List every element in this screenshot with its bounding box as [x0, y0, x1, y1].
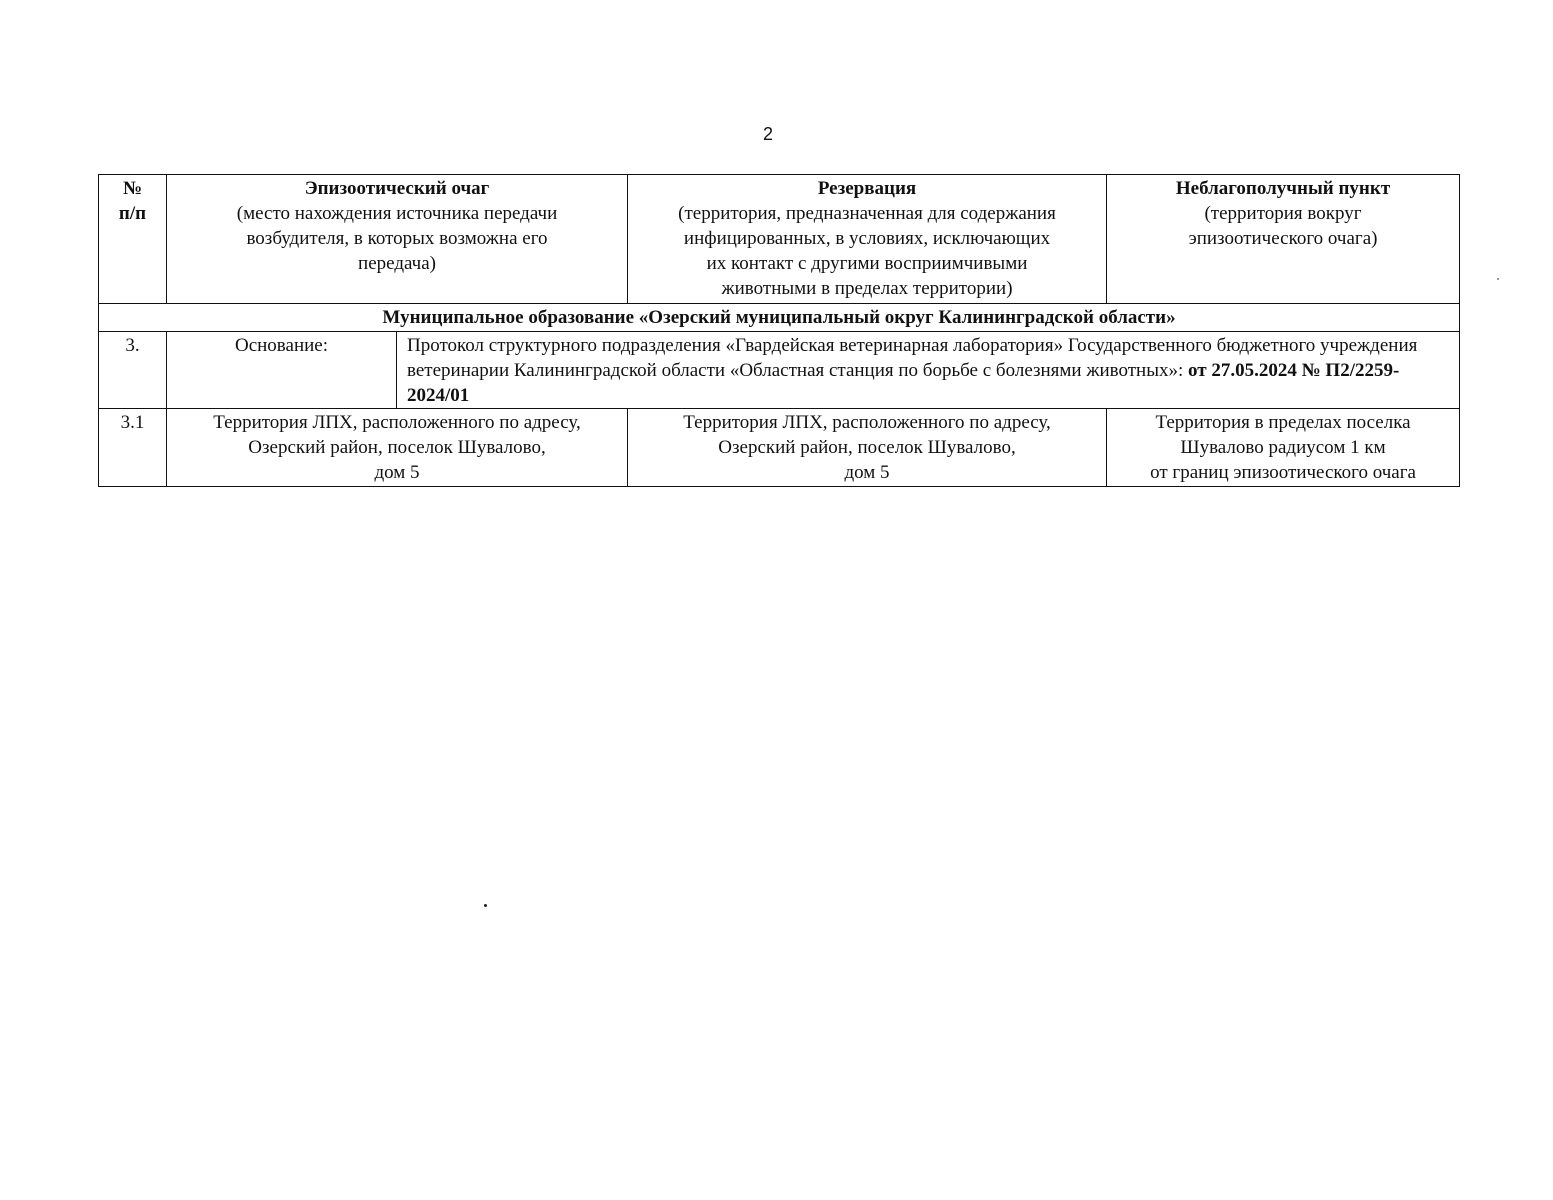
header-focus-line3: передача): [358, 253, 436, 274]
header-reservation-line2: инфицированных, в условиях, исключающих: [683, 228, 1051, 249]
header-focus-cell: [167, 175, 628, 304]
page-number: 2: [762, 124, 773, 144]
basis-text: Протокол структурного подразделения «Гвардейская ветеринарная лаборатория» Государственного бюджетного учреждения ветеринарии Калининградской области «Областная станция по борьбе с болезнями животных»:: [407, 335, 1418, 381]
section-row: [99, 304, 1460, 332]
header-reservation-line4: животными в пределах территории): [721, 278, 1013, 299]
header-num-line1: №: [122, 178, 143, 199]
point-line2: Шувалово радиусом 1 км: [1180, 437, 1386, 458]
point-line3: от границ эпизоотического очага: [1150, 462, 1416, 483]
basis-date-ref: от 27.05.2024 № П2/2259-2024/01: [407, 360, 1400, 406]
reservation-line2: Озерский район, поселок Шувалово,: [718, 437, 1016, 458]
header-reservation-line3: их контакт с другими восприимчивыми: [706, 253, 1028, 274]
point-cell: [1107, 409, 1460, 487]
focus-line1: Территория ЛПХ, расположенного по адресу,: [213, 412, 581, 433]
basis-num: 3.: [99, 332, 167, 409]
basis-row: [99, 332, 1460, 409]
focus-line2: Озерский район, поселок Шувалово,: [248, 437, 546, 458]
section-title: Муниципальное образование «Озерский муниципальный округ Калининградской области»: [99, 304, 1460, 332]
focus-cell: [167, 409, 628, 487]
reservation-cell: [628, 409, 1107, 487]
scan-speck: [1497, 278, 1499, 280]
header-num-line2: п/п: [118, 203, 147, 224]
data-row: [99, 409, 1460, 487]
reservation-line1: Территория ЛПХ, расположенного по адресу,: [683, 412, 1051, 433]
header-reservation-line1: (территория, предназначенная для содержания: [678, 203, 1056, 224]
header-focus-line2: возбудителя, в которых возможна его: [246, 228, 548, 249]
header-point-cell: [1107, 175, 1460, 304]
row-num: 3.1: [99, 409, 167, 487]
point-line1: Территория в пределах поселка: [1155, 412, 1411, 433]
scan-speck: [484, 904, 487, 907]
header-row: [99, 175, 1460, 304]
focus-line3: дом 5: [374, 462, 420, 483]
header-num-cell: [99, 175, 167, 304]
header-point-line1: (территория вокруг: [1204, 203, 1362, 224]
header-reservation-title: Резервация: [817, 178, 917, 199]
basis-text-cell: [397, 332, 1460, 409]
reservation-line3: дом 5: [844, 462, 890, 483]
header-focus-title: Эпизоотический очаг: [304, 178, 490, 199]
epizootic-table: [98, 174, 1460, 487]
basis-label: Основание:: [167, 332, 397, 409]
header-point-title: Неблагополучный пункт: [1175, 178, 1391, 199]
header-reservation-cell: [628, 175, 1107, 304]
header-focus-line1: (место нахождения источника передачи: [236, 203, 558, 224]
header-point-line2: эпизоотического очага): [1188, 228, 1378, 249]
